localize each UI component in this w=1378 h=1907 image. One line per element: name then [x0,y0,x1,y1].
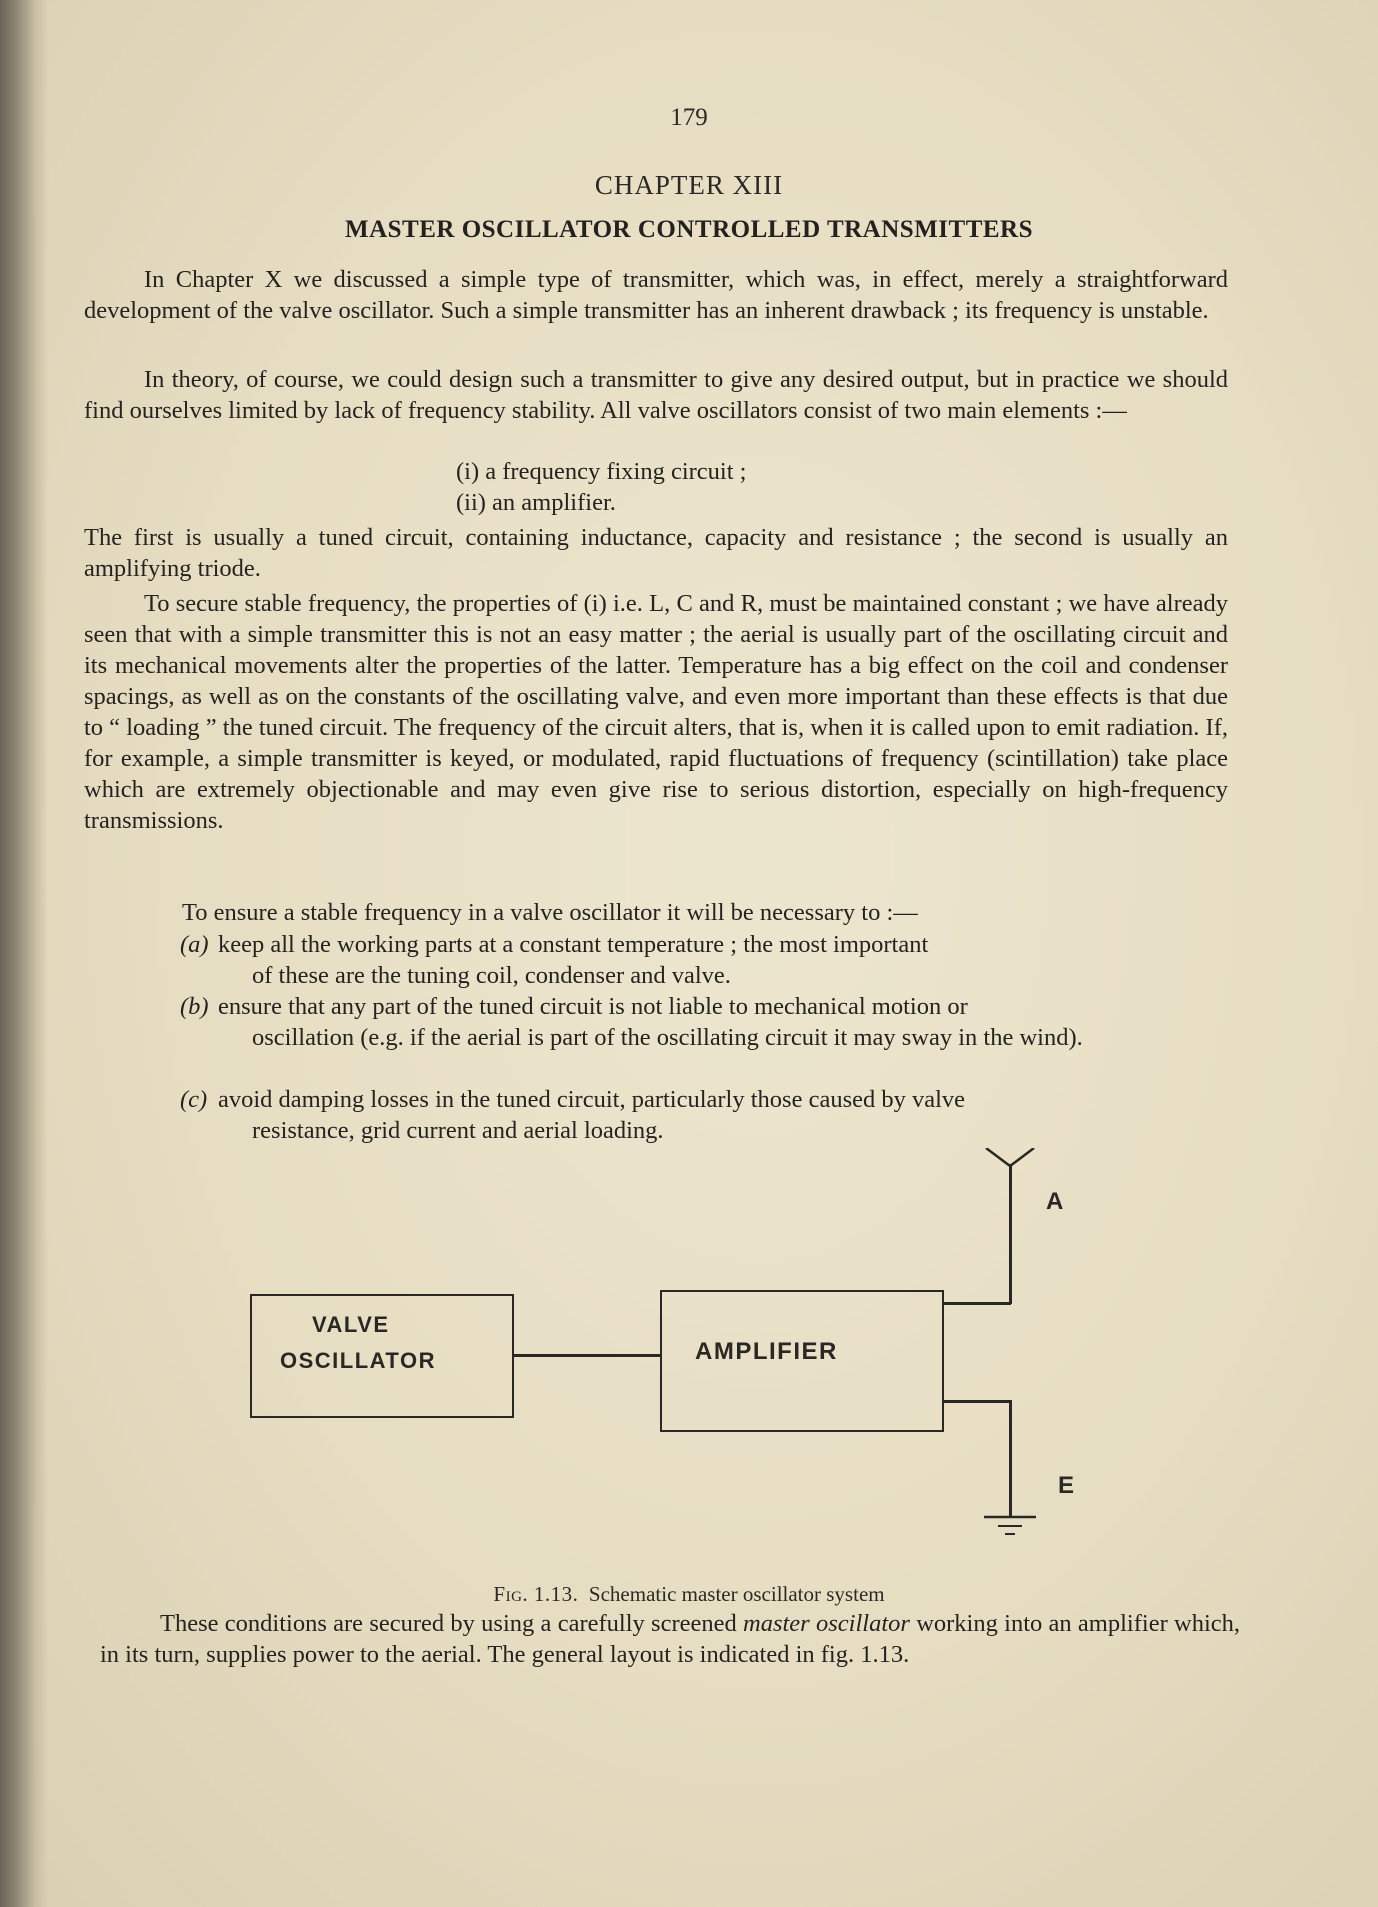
earth-label: E [1058,1472,1075,1499]
closing-emphasis: master oscillator [743,1610,910,1637]
earth-feed-vertical [1009,1400,1012,1518]
element-item-1: (i) a frequency fixing circuit ; [456,458,747,485]
schematic-figure [240,1148,1140,1573]
condition-c-continuation: resistance, grid current and aerial loading. [252,1117,664,1144]
condition-a-first-line: keep all the working parts at a constant temperature ; the most important [218,931,929,958]
paragraph-ensure-intro: To ensure a stable frequency in a valve oscillator it will be necessary to :— [182,899,918,926]
condition-a [180,929,1230,991]
condition-c-mark: (c) [180,1086,208,1113]
aerial-feed-vertical [1009,1164,1012,1304]
paragraph-1: In Chapter X we discussed a simple type of transmitter, which was, in effect, merely a straightforward development of the valve oscillator. Such a simple transmitter has an inherent drawback ; its frequency is unstable. [84,266,1228,324]
condition-c [180,1084,1230,1146]
condition-a-continuation: of these are the tuning coil, condenser and valve. [252,962,731,989]
paragraph-stable-frequency [84,588,1228,836]
paragraph-theory [84,364,1228,426]
paragraph-first-second [84,522,1228,584]
condition-a-mark: (a) [180,931,209,958]
closing-paragraph-text [100,1608,1240,1670]
figure-caption [0,1582,1378,1607]
paragraph-3: The first is usually a tuned circuit, containing inductance, capacity and resistance ; the second is usually an amplifying triode. [84,524,1228,582]
element-item-2: (ii) an amplifier. [456,489,616,516]
condition-b-mark: (b) [180,993,209,1020]
page-number: 179 [670,104,708,131]
closing-before: These conditions are secured by using a carefully screened [160,1610,737,1637]
condition-b [180,991,1230,1053]
valve-oscillator-label-line1: VALVE [312,1312,390,1337]
amplifier-label: AMPLIFIER [695,1338,838,1365]
chapter-heading: CHAPTER XIII [594,170,784,200]
aerial-icon [980,1148,1040,1178]
closing-after: working into an amplifier which, in its turn, supplies power to the aerial. The general layout is indicated in fig. 1.13. [100,1610,1241,1668]
paragraph-intro [84,264,1228,326]
valve-oscillator-label-line2: OSCILLATOR [280,1348,436,1373]
aerial-feed-horizontal [943,1302,1011,1305]
condition-c-first-line: avoid damping losses in the tuned circuit, particularly those caused by valve [218,1086,966,1113]
condition-b-continuation: oscillation (e.g. if the aerial is part of the oscillating circuit it may sway in the wind). [252,1024,1083,1051]
chapter-title: MASTER OSCILLATOR CONTROLLED TRANSMITTERS [344,216,1034,243]
paragraph-2: In theory, of course, we could design such a transmitter to give any desired output, but in practice we should find ourselves limited by lack of frequency stability. All valve oscillators consist of two main elements :— [84,366,1228,424]
connecting-wire [512,1354,660,1357]
paragraph-4: To secure stable frequency, the properties of (i) i.e. L, C and R, must be maintained constant ; we have already seen that with a simple transmitter this is not an easy matter ; the aerial is usually part of the oscillating circuit and its mechanical movements alter the properties of the latter. Temperature has a big effect on the coil and condenser spacings, as well as on the constants of the oscillating valve, and even more important than these effects is that due to “ loading ” the tuned circuit. The frequency of the circuit alters, that is, when it is called upon to emit radiation. If, for example, a simple transmitter is keyed, or modulated, rapid fluctuations of frequency (scintillation) take place which are extremely objectionable and may even give rise to serious distortion, especially on high-frequency transmissions. [84,590,1228,834]
earth-ground-icon [980,1514,1040,1540]
aerial-label: A [1046,1188,1064,1215]
closing-paragraph [100,1608,1240,1670]
earth-feed-horizontal [943,1400,1011,1403]
figure-caption-ref: Fig. 1.13. [493,1582,579,1606]
figure-caption-text: Schematic master oscillator system [588,1582,885,1606]
condition-b-first-line: ensure that any part of the tuned circuit is not liable to mechanical motion or [218,993,968,1020]
book-spine-shadow [0,0,48,1907]
